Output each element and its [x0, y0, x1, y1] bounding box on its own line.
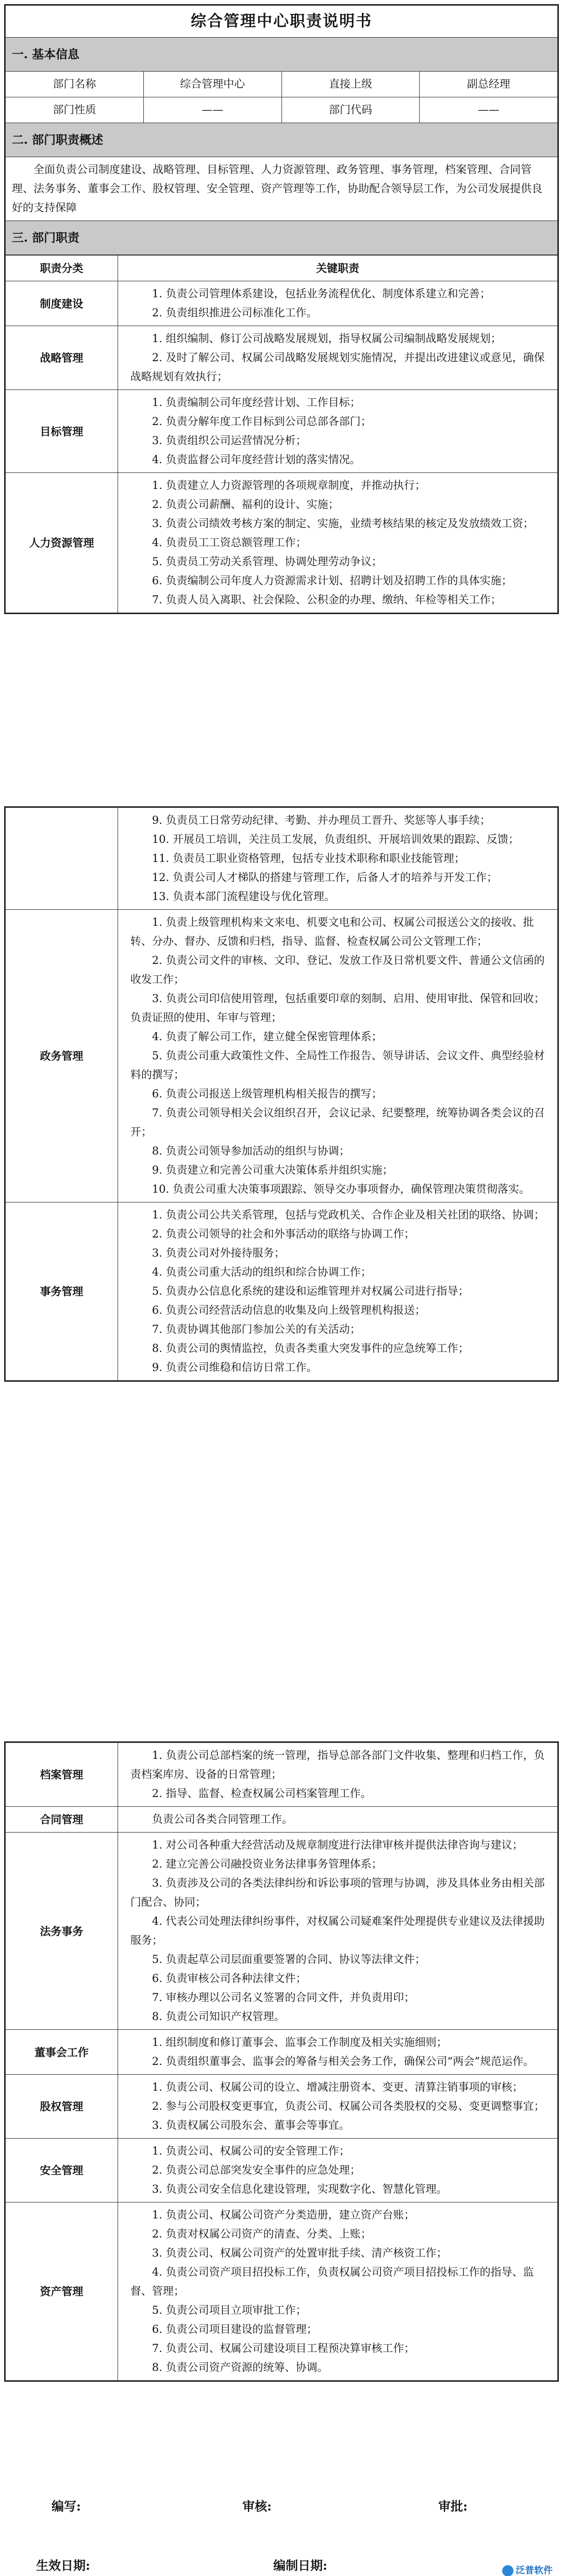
duty-item: 2. 负责组织董事会、监事会的筹备与相关会务工作，确保公司“两会”规范运作。: [152, 2055, 534, 2067]
duty-category: 安全管理: [6, 2139, 118, 2202]
dept-type-value: ——: [143, 97, 281, 123]
col-duty-header: 关键职责: [118, 256, 557, 281]
effective-date-label: 生效日期:: [36, 2558, 90, 2573]
duties-table-3: [5, 1742, 558, 2381]
duty-item: 4. 代表公司处理法律纠纷事件，对权属公司疑难案件处理提供专业建议及法律援助服务；: [130, 1915, 545, 1946]
duty-category: 法务事务: [6, 1833, 118, 2030]
duty-list: [118, 2202, 557, 2381]
duty-item: 9. 负责公司维稳和信访日常工作。: [152, 1361, 318, 1374]
duty-row: [6, 1743, 558, 1807]
duty-item: 9. 负责员工日常劳动纪律、考勤、并办理员工晋升、奖惩等人事手续；: [152, 814, 491, 826]
brand-logo-icon: [502, 2565, 514, 2576]
duty-item: 1. 负责公司管理体系建设，包括业务流程优化、制度体系建立和完善；: [152, 287, 491, 300]
duty-list: [118, 2139, 557, 2202]
duty-list: [118, 326, 557, 390]
dept-code-value: ——: [420, 97, 558, 123]
continuation-block-2: [4, 806, 559, 1382]
duty-list: [118, 910, 557, 1202]
duty-item: 10. 负责公司重大决策事项跟踪、领导交办事项督办，确保管理决策贯彻落实。: [152, 1183, 530, 1195]
duty-item: 7. 负责协调其他部门参加公关的有关活动；: [152, 1323, 361, 1335]
duty-item: 5. 负责办公信息化系统的建设和运维管理并对权属公司进行指导；: [152, 1285, 469, 1297]
duty-row: [6, 390, 558, 473]
duty-item: 7. 负责公司领导相关会议组织召开，会议记录、纪要整理，统筹协调各类会议的召开；: [130, 1107, 545, 1138]
continuation-block-3: [4, 1741, 559, 2382]
duty-item: 7. 负责人员入离职、社会保险、公积金的办理、缴纳、年检等相关工作；: [152, 594, 502, 606]
duty-item: 7. 审核办理以公司名义签署的合同文件，并负责用印；: [152, 1991, 415, 2004]
dept-name-label: 部门名称: [6, 72, 144, 97]
superior-value: 副总经理: [420, 72, 558, 97]
duty-row: [6, 910, 558, 1202]
duty-item: 负责公司各类合同管理工作。: [152, 1813, 293, 1825]
duty-item: 3. 负责公司对外接待服务；: [152, 1247, 285, 1259]
duties-table-2: [5, 807, 558, 1381]
duty-item: 9. 负责建立和完善公司重大决策体系并组织实施；: [152, 1164, 393, 1176]
overview-text: 全面负责公司制度建设、战略管理、目标管理、人力资源管理、政务管理、事务管理，档案管理、合同管理、法务事务、董事会工作、股权管理、安全管理、资产管理等工作，协助配合领导层工作，为公司发展提供良好的支持保障: [6, 157, 558, 221]
duty-item: 6. 负责公司项目建设的监督管理；: [152, 2323, 318, 2335]
duty-category: 战略管理: [6, 326, 118, 390]
duty-row: [6, 1807, 558, 1833]
duty-row: [6, 2202, 558, 2381]
duty-row: [6, 2075, 558, 2139]
duty-item: 3. 负责组织公司运营情况分析；: [152, 434, 307, 447]
duty-item: 2. 负责公司领导的社会和外事活动的联络与协调工作；: [152, 1228, 415, 1240]
duty-item: 2. 负责组织推进公司标准化工作。: [152, 307, 318, 319]
duty-list: [118, 390, 557, 473]
duty-list: [118, 1202, 557, 1381]
duty-item: 10. 开展员工培训，关注员工发展，负责组织、开展培训效果的跟踪、反馈；: [152, 833, 519, 845]
duty-item: 1. 负责公司公共关系管理，包括与党政机关、合作企业及相关社团的联络、协调；: [152, 1209, 545, 1221]
duty-item: 7. 负责公司、权属公司建设项目工程预决算审核工作；: [152, 2342, 415, 2354]
duty-item: 3. 负责公司、权属公司资产的处置审批手续、清产核资工作；: [152, 2247, 448, 2259]
duty-item: 6. 负责公司报送上级管理机构相关报告的撰写；: [152, 1088, 383, 1100]
duty-item: 3. 负责涉及公司的各类法律纠纷和诉讼事项的管理与协调，涉及具体业务由相关部门配合、协同；: [130, 1877, 545, 1908]
duty-item: 1. 负责编制公司年度经营计划、工作目标；: [152, 396, 361, 409]
duty-item: 1. 负责公司、权属公司的安全管理工作；: [152, 2145, 350, 2157]
section1-heading: 一. 基本信息: [6, 38, 558, 72]
duty-item: 6. 负责审核公司各种法律文件；: [152, 1972, 307, 1985]
duty-item: 12. 负责公司人才梯队的搭建与管理工作，后备人才的培养与开发工作；: [152, 871, 498, 884]
duty-list: [118, 1807, 557, 1833]
duty-item: 2. 指导、监督、检查权属公司档案管理工作。: [152, 1787, 372, 1800]
dept-name-value: 综合管理中心: [143, 72, 281, 97]
duty-item: 5. 负责起草公司层面重要签署的合同、协议等法律文件；: [152, 1953, 426, 1965]
duty-item: 5. 负责公司项目立项审批工作；: [152, 2304, 307, 2316]
duty-list: [118, 473, 557, 613]
duty-category: 目标管理: [6, 390, 118, 473]
duty-list: [118, 808, 557, 910]
superior-label: 直接上级: [281, 72, 420, 97]
duty-item: 6. 负责公司经营活动信息的收集及向上级管理机构报送；: [152, 1304, 426, 1316]
duty-list: [118, 1833, 557, 2030]
duty-item: 8. 负责公司领导参加活动的组织与协调；: [152, 1145, 350, 1157]
dept-type-label: 部门性质: [6, 97, 144, 123]
duty-category: 股权管理: [6, 2075, 118, 2139]
duty-item: 2. 负责公司总部突发安全事件的应急处理；: [152, 2164, 361, 2176]
duty-item: 1. 负责公司、权属公司的设立、增减注册资本、变更、清算注销事项的审核；: [152, 2081, 523, 2093]
duty-item: 1. 负责公司、权属公司资产分类造册，建立资产台账；: [152, 2209, 415, 2221]
duty-category: 人力资源管理: [6, 473, 118, 613]
duty-category: 制度建设: [6, 281, 118, 326]
info-block: [4, 4, 559, 614]
duty-item: 1. 对公司各种重大经营活动及规章制度进行法律审核并提供法律咨询与建议；: [152, 1839, 523, 1851]
duty-item: 2. 负责公司文件的审核、文印、登记、发放工作及日常机要文件、普通公文信函的收发工作；: [130, 954, 545, 986]
duty-item: 4. 负责了解公司工作，建立健全保密管理体系；: [152, 1030, 383, 1043]
duty-item: 2. 参与公司股权变更事宜，负责公司、权属公司各类股权的交易、变更调整事宜；: [152, 2100, 545, 2112]
col-category-header: 职责分类: [6, 256, 118, 281]
duty-item: 3. 负责权属公司股东会、董事会等事宜。: [152, 2119, 350, 2131]
duty-row: [6, 281, 558, 326]
duty-item: 2. 建立完善公司融投资业务法律事务管理体系；: [152, 1858, 383, 1870]
duty-item: 1. 组织制度和修订董事会、监事会工作制度及相关实施细则；: [152, 2036, 448, 2048]
duty-row: [6, 2030, 558, 2075]
duty-item: 2. 负责公司薪酬、福利的设计、实施；: [152, 498, 339, 511]
duties-table-1: [5, 255, 558, 613]
duty-row: [6, 1202, 558, 1381]
duty-item: 5. 负责公司重大政策性文件、全局性工作报告、领导讲话、会议文件、典型经验材料的撰写；: [130, 1049, 545, 1081]
duty-item: 1. 负责公司总部档案的统一管理，指导总部各部门文件收集、整理和归档工作，负责档案库房、设备的日常管理；: [130, 1749, 545, 1781]
duty-row: [6, 473, 558, 613]
duty-list: [118, 2030, 557, 2075]
author-label: 编写:: [52, 2499, 81, 2514]
duty-category: 政务管理: [6, 910, 118, 1202]
duty-item: 5. 负责员工劳动关系管理、协调处理劳动争议；: [152, 555, 383, 568]
duty-category: 资产管理: [6, 2202, 118, 2381]
duty-item: 13. 负责本部门流程建设与优化管理。: [152, 890, 335, 903]
duty-item: 4. 负责公司资产项目招投标工作，负责权属公司资产项目招投标工作的指导、监督、管理；: [130, 2266, 534, 2297]
duty-item: 1. 负责建立人力资源管理的各项规章制度，并推动执行；: [152, 479, 426, 492]
duty-item: 6. 负责编制公司年度人力资源需求计划、招聘计划及招聘工作的具体实施；: [152, 574, 512, 587]
duty-item: 3. 负责公司印信使用管理，包括重要印章的刻制、启用、使用审批、保管和回收；负责证照的使用、年审与管理；: [130, 992, 545, 1024]
duty-item: 3. 负责公司绩效考核方案的制定、实施，业绩考核结果的核定及发放绩效工资；: [152, 517, 534, 530]
duty-item: 3. 负责公司安全信息化建设管理，实现数字化、智慧化管理。: [152, 2183, 448, 2195]
duty-item: 4. 负责监督公司年度经营计划的落实情况。: [152, 453, 361, 466]
duty-category: 董事会工作: [6, 2030, 118, 2075]
duty-item: 8. 负责公司知识产权管理。: [152, 2010, 285, 2023]
duty-item: 8. 负责公司资产资源的统筹、协调。: [152, 2361, 328, 2374]
duty-item: 11. 负责员工职业资格管理，包括专业技术职称和职业技能管理；: [152, 852, 465, 865]
duty-category: 档案管理: [6, 1743, 118, 1807]
prepared-date-label: 编制日期:: [273, 2558, 327, 2573]
duty-list: [118, 281, 557, 326]
duty-item: 2. 负责对权属公司资产的清查、分类、上账；: [152, 2228, 372, 2240]
page-title: 综合管理中心职责说明书: [6, 6, 558, 38]
brand-name: 泛普软件: [516, 2565, 553, 2576]
duty-item: 1. 组织编制、修订公司战略发展规划，指导权属公司编制战略发展规划；: [152, 332, 502, 345]
reviewer-label: 审核:: [242, 2499, 272, 2514]
duty-item: 2. 及时了解公司、权属公司战略发展规划实施情况，并提出改进建议或意见，确保战略规划有效执行；: [130, 351, 545, 383]
duty-item: 4. 负责员工工资总额管理工作；: [152, 536, 307, 549]
duty-row: [6, 2139, 558, 2202]
duty-item: 1. 负责上级管理机构来文来电、机要文电和公司、权属公司报送公文的接收、批转、分办、督办、反馈和归档，指导、监督、检查权属公司公文管理工作；: [130, 916, 534, 947]
section2-heading: 二. 部门职责概述: [6, 123, 558, 157]
duty-row: [6, 326, 558, 390]
duty-category: 事务管理: [6, 1202, 118, 1381]
brand-logo: [502, 2563, 553, 2576]
duty-row: [6, 808, 558, 910]
duty-row: [6, 1833, 558, 2030]
duty-item: 4. 负责公司重大活动的组织和综合协调工作；: [152, 1266, 372, 1278]
dept-code-label: 部门代码: [281, 97, 420, 123]
duty-item: 8. 负责公司的舆情监控，负责各类重大突发事件的应急统筹工作；: [152, 1342, 469, 1354]
duty-category: 合同管理: [6, 1807, 118, 1833]
section3-heading: 三. 部门职责: [6, 221, 558, 255]
duty-category: [6, 808, 118, 910]
duty-list: [118, 1743, 557, 1807]
duty-item: 2. 负责分解年度工作目标到公司总部各部门；: [152, 415, 372, 428]
duty-list: [118, 2075, 557, 2139]
approver-label: 审批:: [438, 2499, 468, 2514]
